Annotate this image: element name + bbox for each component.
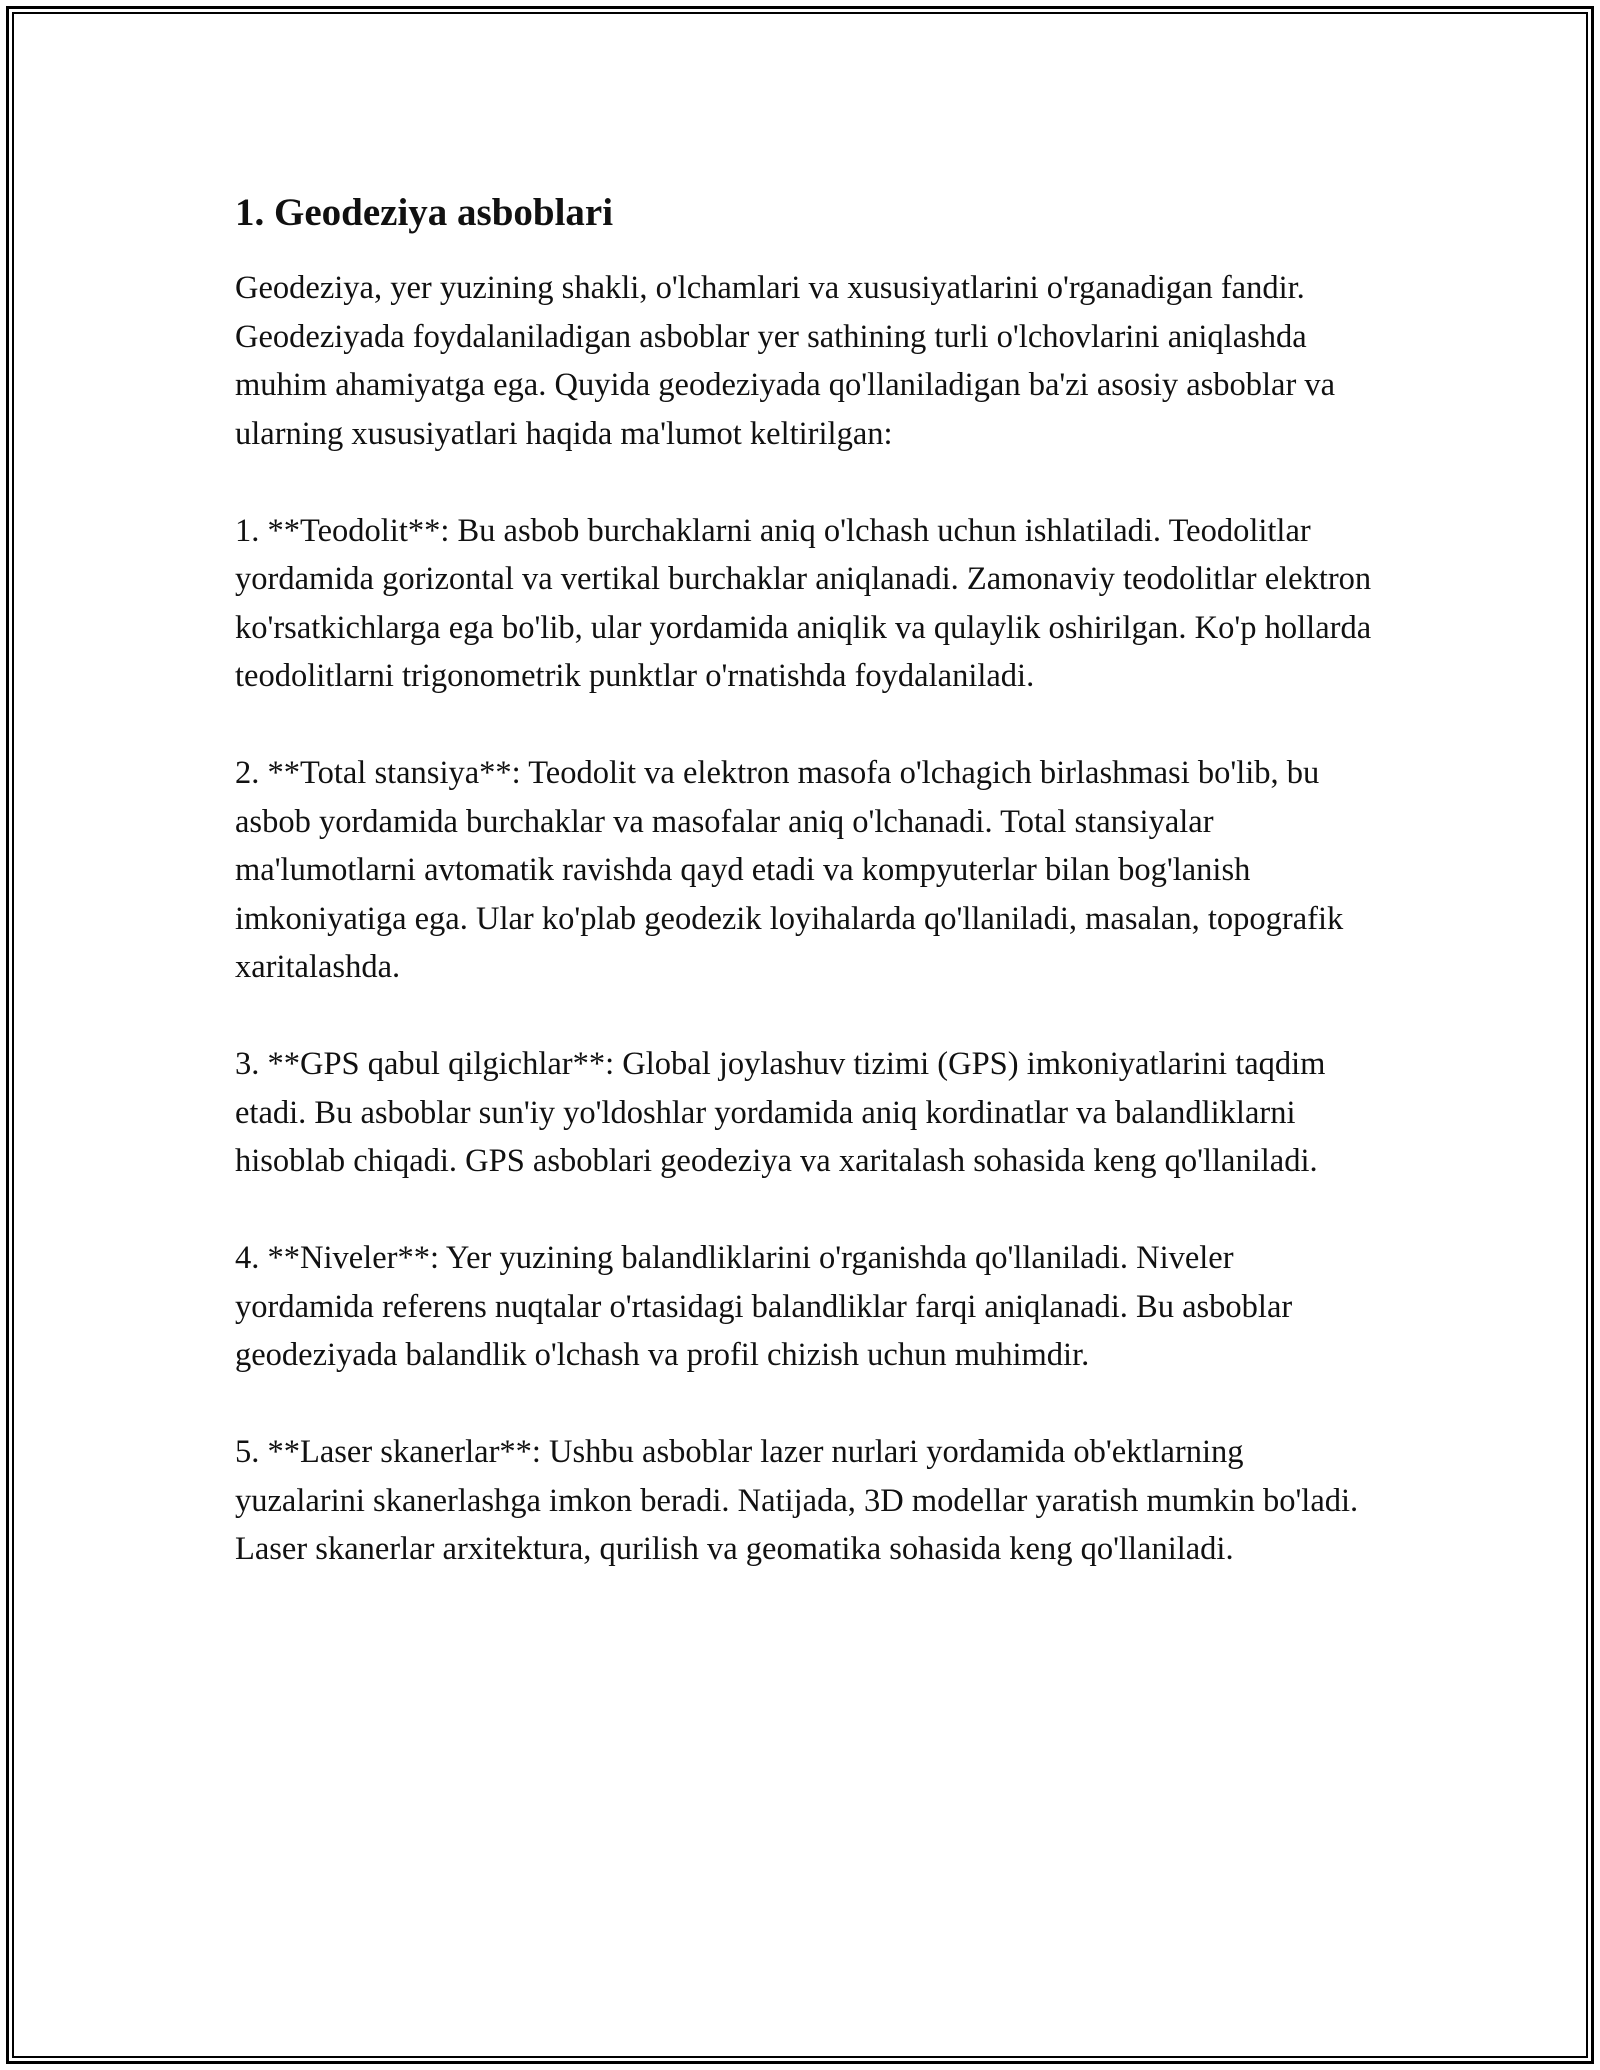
laser-skanerlar-paragraph: 5. **Laser skanerlar**: Ushbu asboblar lazer nurlari yordamida ob'ektlarning yuzalarini skanerlashga imkon beradi. Natijada, 3D modellar yaratish mumkin bo'ladi. Laser skanerlar arxitektura, qurilish va geomatika sohasida keng qo'llaniladi. (235, 1434, 1359, 1567)
teodolit-paragraph: 1. **Teodolit**: Bu asbob burchaklarni aniq o'lchash uchun ishlatiladi. Teodolitlar yordamida gorizontal va vertikal burchaklar aniqlanadi. Zamonaviy teodolitlar elektron ko'rsatkichlarga ega bo'lib, ular yordamida aniqlik va qulaylik oshirilgan. Ko'p hollarda teodolitlarni trigonometrik punktlar o'rnatishda foydalaniladi. (235, 512, 1372, 694)
page-title: 1. Geodeziya asboblari (235, 191, 614, 234)
document-page (235, 188, 1375, 1622)
gps-paragraph: 3. **GPS qabul qilgichlar**: Global joylashuv tizimi (GPS) imkoniyatlarini taqdim etadi. Bu asboblar sun'iy yo'ldoshlar yordamida aniq kordinatlar va balandliklarni hisoblab chiqadi. GPS asboblari geodeziya va xaritalash sohasida keng qo'llaniladi. (235, 1046, 1326, 1179)
total-stansiya-paragraph: 2. **Total stansiya**: Teodolit va elektron masofa o'lchagich birlashmasi bo'lib, bu asbob yordamida burchaklar va masofalar aniq o'lchanadi. Total stansiyalar ma'lumotlarni avtomatik ravishda qayd etadi va kompyuterlar bilan bog'lanish imkoniyatiga ega. Ular ko'plab geodezik loyihalarda qo'llaniladi, masalan, topografik xaritalashda. (235, 755, 1344, 985)
intro-paragraph: Geodeziya, yer yuzining shakli, o'lchamlari va xususiyatlarini o'rganadigan fandir. Geodeziyada foydalaniladigan asboblar yer sathining turli o'lchovlarini aniqlashda muhim ahamiyatga ega. Quyida geodeziyada qo'llaniladigan ba'zi asosiy asboblar va ularning xususiyatlari haqida ma'lumot keltirilgan: (235, 270, 1336, 452)
niveler-paragraph: 4. **Niveler**: Yer yuzining balandliklarini o'rganishda qo'llaniladi. Niveler yordamida referens nuqtalar o'rtasidagi balandliklar farqi aniqlanadi. Bu asboblar geodeziyada balandlik o'lchash va profil chizish uchun muhimdir. (235, 1240, 1293, 1373)
